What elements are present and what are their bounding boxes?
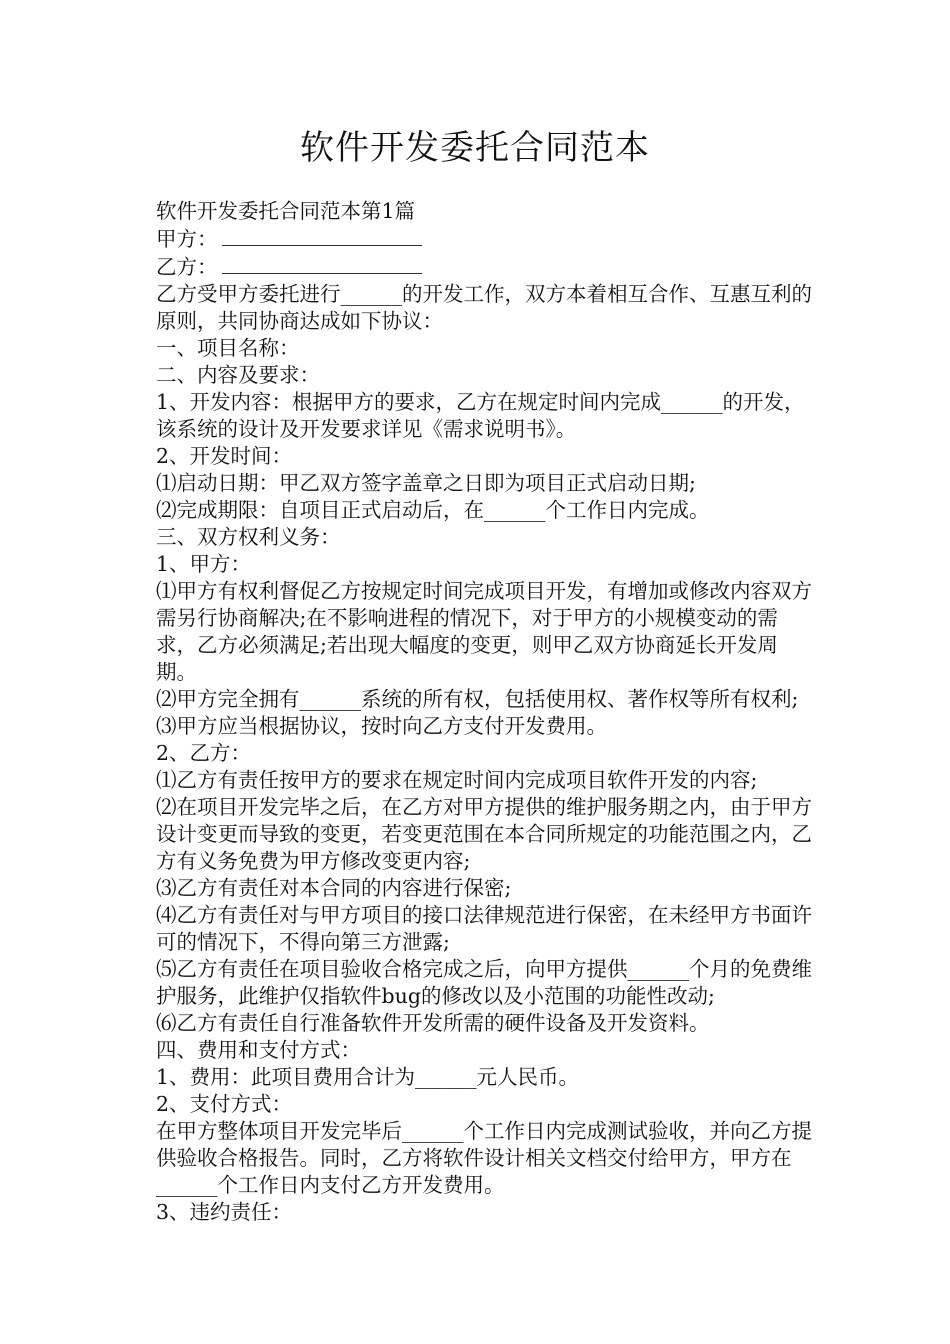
paragraph: ⑶甲方应当根据协议，按时向乙方支付开发费用。 xyxy=(156,714,607,738)
paragraph: 2、开发时间： xyxy=(156,444,293,468)
paragraph: ⑴甲方有权利督促乙方按规定时间完成项目开发，有增加或修改内容双方需另行协商解决;在不影响进程的情况下，对于甲方的小规模变动的需求，乙方必须满足;若出现大幅度的变更，则甲乙双方协商延长开发周期。 xyxy=(156,579,812,684)
document-title: 软件开发委托合同范本 xyxy=(300,128,650,168)
party-b-line xyxy=(146,253,812,281)
party-b-blank xyxy=(222,253,422,274)
party-a-line xyxy=(146,225,812,253)
paragraph: 四、费用和支付方式： xyxy=(156,1038,361,1062)
paragraph: 3、违约责任： xyxy=(156,1200,293,1224)
paragraph: 1、开发内容：根据甲方的要求，乙方在规定时间内完成______的开发，该系统的设计及开发要求详见《需求说明书》。 xyxy=(156,390,805,441)
paragraph: ⑴乙方有责任按甲方的要求在规定时间内完成项目软件开发的内容; xyxy=(156,768,758,792)
document-body xyxy=(146,198,812,1226)
paragraph: 一、项目名称： xyxy=(156,336,300,360)
paragraph: ⑷乙方有责任对与甲方项目的接口法律规范进行保密，在未经甲方书面许可的情况下，不得向第三方泄露; xyxy=(156,903,812,954)
paragraph: ⑵甲方完全拥有______系统的所有权，包括使用权、著作权等所有权利; xyxy=(156,687,799,711)
paragraph: ⑵完成期限：自项目正式启动后，在______个工作日内完成。 xyxy=(156,498,710,522)
paragraph: 2、乙方： xyxy=(156,741,252,765)
paragraph: 三、双方权利义务： xyxy=(156,525,341,549)
paragraph: 乙方受甲方委托进行______的开发工作，双方本着相互合作、互惠互利的原则，共同协商达成如下协议： xyxy=(156,282,812,333)
paragraph: ⑸乙方有责任在项目验收合格完成之后，向甲方提供______个月的免费维护服务，此维护仅指软件bug的修改以及小范围的功能性改动; xyxy=(156,957,812,1008)
paragraph: 在甲方整体项目开发完毕后______个工作日内完成测试验收，并向乙方提供验收合格报告。同时，乙方将软件设计相关文档交付给甲方，甲方在______个工作日内支付乙方开发费用。 xyxy=(156,1119,812,1197)
party-a-label: 甲方： xyxy=(156,227,218,251)
party-b-label: 乙方： xyxy=(156,255,218,279)
paragraph: ⑹乙方有责任自行准备软件开发所需的硬件设备及开发资料。 xyxy=(156,1011,710,1035)
section-heading: 软件开发委托合同范本第1篇 xyxy=(156,199,416,223)
paragraph: ⑵在项目开发完毕之后，在乙方对甲方提供的维护服务期之内，由于甲方设计变更而导致的变更，若变更范围在本合同所规定的功能范围之内，乙方有义务免费为甲方修改变更内容; xyxy=(156,795,812,873)
paragraph: 二、内容及要求： xyxy=(156,363,320,387)
paragraph: ⑴启动日期：甲乙双方签字盖章之日即为项目正式启动日期; xyxy=(156,471,696,495)
paragraph: ⑶乙方有责任对本合同的内容进行保密; xyxy=(156,876,512,900)
paragraph: 1、甲方： xyxy=(156,552,252,576)
paragraph: 2、支付方式： xyxy=(156,1092,293,1116)
paragraph: 1、费用：此项目费用合计为______元人民币。 xyxy=(156,1065,580,1089)
party-a-blank xyxy=(222,225,422,246)
